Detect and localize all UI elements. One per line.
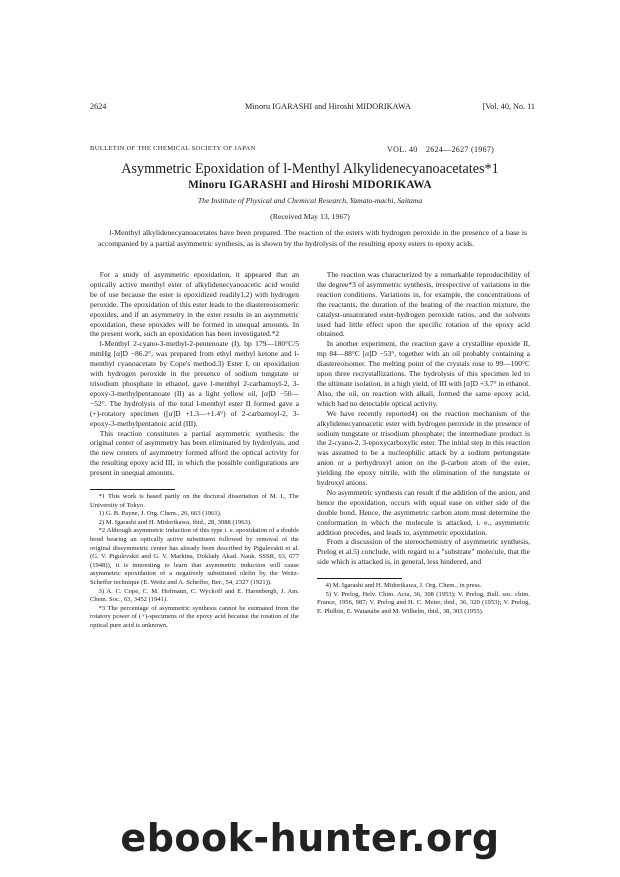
institute: The Institute of Physical and Chemical Research, Yamato-machi, Saitama bbox=[197, 196, 423, 205]
footnotes-left bbox=[90, 493, 299, 631]
abstract-text: l-Menthyl alkylidenecyanoacetates have been prepared. The reaction of the esters with hydrogen peroxide in the presence of a base is accompanied by a partial asymmetric synthesis, as is shown by the hydrolysis of the resulting epoxy esters to epoxy acids. bbox=[98, 228, 527, 249]
footnote: *3 The percentage of asymmetric synthesis cannot be estimated from the rotatory power of (+)-specimens of the epoxy acid because the rotation of the optical pure acid is unknown. bbox=[90, 604, 299, 629]
running-head-volume: [Vol. 40, No. 11 bbox=[482, 102, 535, 111]
journal-pages: 2624—2627 (1967) bbox=[426, 145, 495, 154]
page-number: 2624 bbox=[90, 102, 107, 111]
received-date: (Received May 13, 1967) bbox=[270, 212, 350, 221]
abstract bbox=[98, 227, 527, 250]
journal-volume: VOL. 40 bbox=[387, 145, 418, 154]
paragraph: No asymmetric synthesis can result if the addition of the anion, and hence the epoxidation, occurs with equal ease on either side of the double bond. Hence, the asymmetric carbon atom must determine the conformation in which the molecule is attacked, i. e., asymmetric addition precedes, and leads to, asymmetric epoxidation. bbox=[317, 487, 530, 537]
paragraph: We have recently reported4) on the reaction mechanism of the alkylidenecyanoacetic ester with hydrogen peroxide in the presence of sodium tungstate or trisodium phosphate; the intermediate product is the 2-cyano-2, 3-epoxycarboxylic ester. The initial step in this reaction was assumed to be a nucleophilic attack by a sodium pertungstate anion or a perhydroxyl anion on the β-carbon atom of the ester, yielding the epoxy nitrile, with the elimination of the tungstate or hydroxyl anions. bbox=[317, 408, 530, 488]
footnote: 5) V. Prelog, Helv. Chim. Acta, 36, 308 (1953); V. Prelog, Bull. soc. chim. France, 1956, 987; V. Prelog and H. C. Meier, ibid., 36, 320 (1953); V. Prelog, E. Philbin, E. Watanabe and M. Wilhelm, ibid., 38, 303 (1955). bbox=[317, 590, 530, 615]
paragraph: From a discussion of the stereochemistry of asymmetric synthesis, Prelog et al.5) conclude, with regard to a "substrate" molecule, that the side which is attacked is, in general, less hindered, and bbox=[317, 537, 530, 567]
footnote: *1 This work is based partly on the doctoral dissertation of M. I., The University of Tokyo. bbox=[90, 493, 299, 509]
paragraph: l-Menthyl 2-cyano-3-methyl-2-pentenoate (I), bp 179—180°C/5 mmHg [α]D −86.2°, was prepared from ethyl methyl ketone and l-menthyl cyanoacetate by Cope's method.3) Ester I, on epoxidation with hydrogen peroxide in the presence of sodium tungstate or trisodium phosphate in ethanol, gave l-menthyl 2-carbamoyl-2, 3-epoxy-3-methylpentanoate (II) as a light yellow oil, [α]D −50—−52°. The hydrolysis of the total l-menthyl ester II formed gave a (+)-rotatory specimen ([α]D +1.3—+1.4°) of 2-carbamoyl-2, 3-epoxy-3-methylpentanoic acid (III). bbox=[90, 339, 299, 428]
watermark-logo: ebook-hunter.org bbox=[120, 816, 500, 860]
right-column bbox=[317, 270, 530, 617]
journal-name: BULLETIN OF THE CHEMICAL SOCIETY OF JAPAN bbox=[90, 145, 256, 152]
footnote: 4) M. Igarashi and H. Midorikawa, J. Org. Chem., in press. bbox=[325, 582, 482, 590]
paragraph: For a study of asymmetric epoxidation, it appeared that an optically active menthyl ester of alkylidenecyanoacetic acid would be of use because the ester is epoxidized readily1,2) with hydrogen peroxide. The epoxidation of this ester leads to the diastereoisomeric epoxides, and if an asymmetry in the ester results in an asymmetric epoxidation, these epoxides will be formed in unequal amounts. In the present work, such an epoxidation has been investigated.*2 bbox=[90, 270, 299, 339]
paper-title: Asymmetric Epoxidation of l-Menthyl Alkylidenecyanoacetates*1 bbox=[121, 161, 499, 177]
paragraph: The reaction was characterized by a remarkable reproducibility of the degree*3 of asymmetric synthesis, irrespective of variations in the reaction conditions. Variations in, for example, the concentrations of the reactants, the duration of the heating of the reaction mixture, the catalyst-unsaturated ester-hydrogen peroxide ratios, and the solvents used had little effect upon the specific rotation of the epoxy acid obtained. bbox=[317, 270, 530, 339]
paper-authors: Minoru IGARASHI and Hiroshi MIDORIKAWA bbox=[188, 179, 432, 191]
footnote-divider bbox=[90, 489, 175, 490]
running-head-authors: Minoru IGARASHI and Hiroshi MIDORIKAWA bbox=[245, 102, 411, 111]
footnote: 3) A. C. Cope, C. M. Hofmann, C. Wyckoff and E. Harenbergh, J. Am. Chem. Soc., 63, 3452 (1941). bbox=[90, 587, 299, 604]
running-head bbox=[90, 102, 535, 114]
paragraph: In another experiment, the reaction gave a crystalline epoxide II, mp 84—88°C [α]D −53°, together with an oil probably containing a diastereoisomer. The melting point of the crystals rose to 99—100°C upon three recrystallizations. The hydrolysis of this specimen led to the ultimate isolation, in a high yield, of III with [α]D +3.7° in ethanol. Also, the oil, on reaction with alkali, formed the same epoxy acid, which had no detectable optical activity. bbox=[317, 339, 530, 408]
footnotes-right bbox=[317, 582, 530, 616]
footnote: *2 Although asymmetric induction of this type i. e. epoxidation of a double bond bearing an optically active substituent followed by removal of the original dissymmetric center has already been described by Pigulevskii et al. (G. V. Pigulevskii and G. V. Markina, Doklady Akad. Nauk. SSSR, 63, 677 (1948)), it is interesting to learn that asymmetric induction will cause asymmetric epoxidation of a negatively substituted olefin by the Weitz-Scheffer technique (E. Weitz and A. Scheffer, Ber., 54, 2327 (1921)). bbox=[90, 527, 299, 586]
left-column bbox=[90, 270, 299, 631]
paragraph: This reaction constitutes a partial asymmetric synthesis: the original center of asymmetry has been eliminated by hydrolysis, and the new centers of asymmetry formed afford the optical activity for the resulting epoxy acid III, in which the possible configurations are present in unequal amounts. bbox=[90, 428, 299, 478]
footnote: 1) G. B. Payne, J. Org. Chem., 26, 663 (1961). bbox=[98, 510, 222, 518]
footnote-divider bbox=[317, 578, 402, 579]
footnote: 2) M. Igarashi and H. Midorikawa, ibid., 28, 3088 (1963). bbox=[98, 518, 252, 526]
